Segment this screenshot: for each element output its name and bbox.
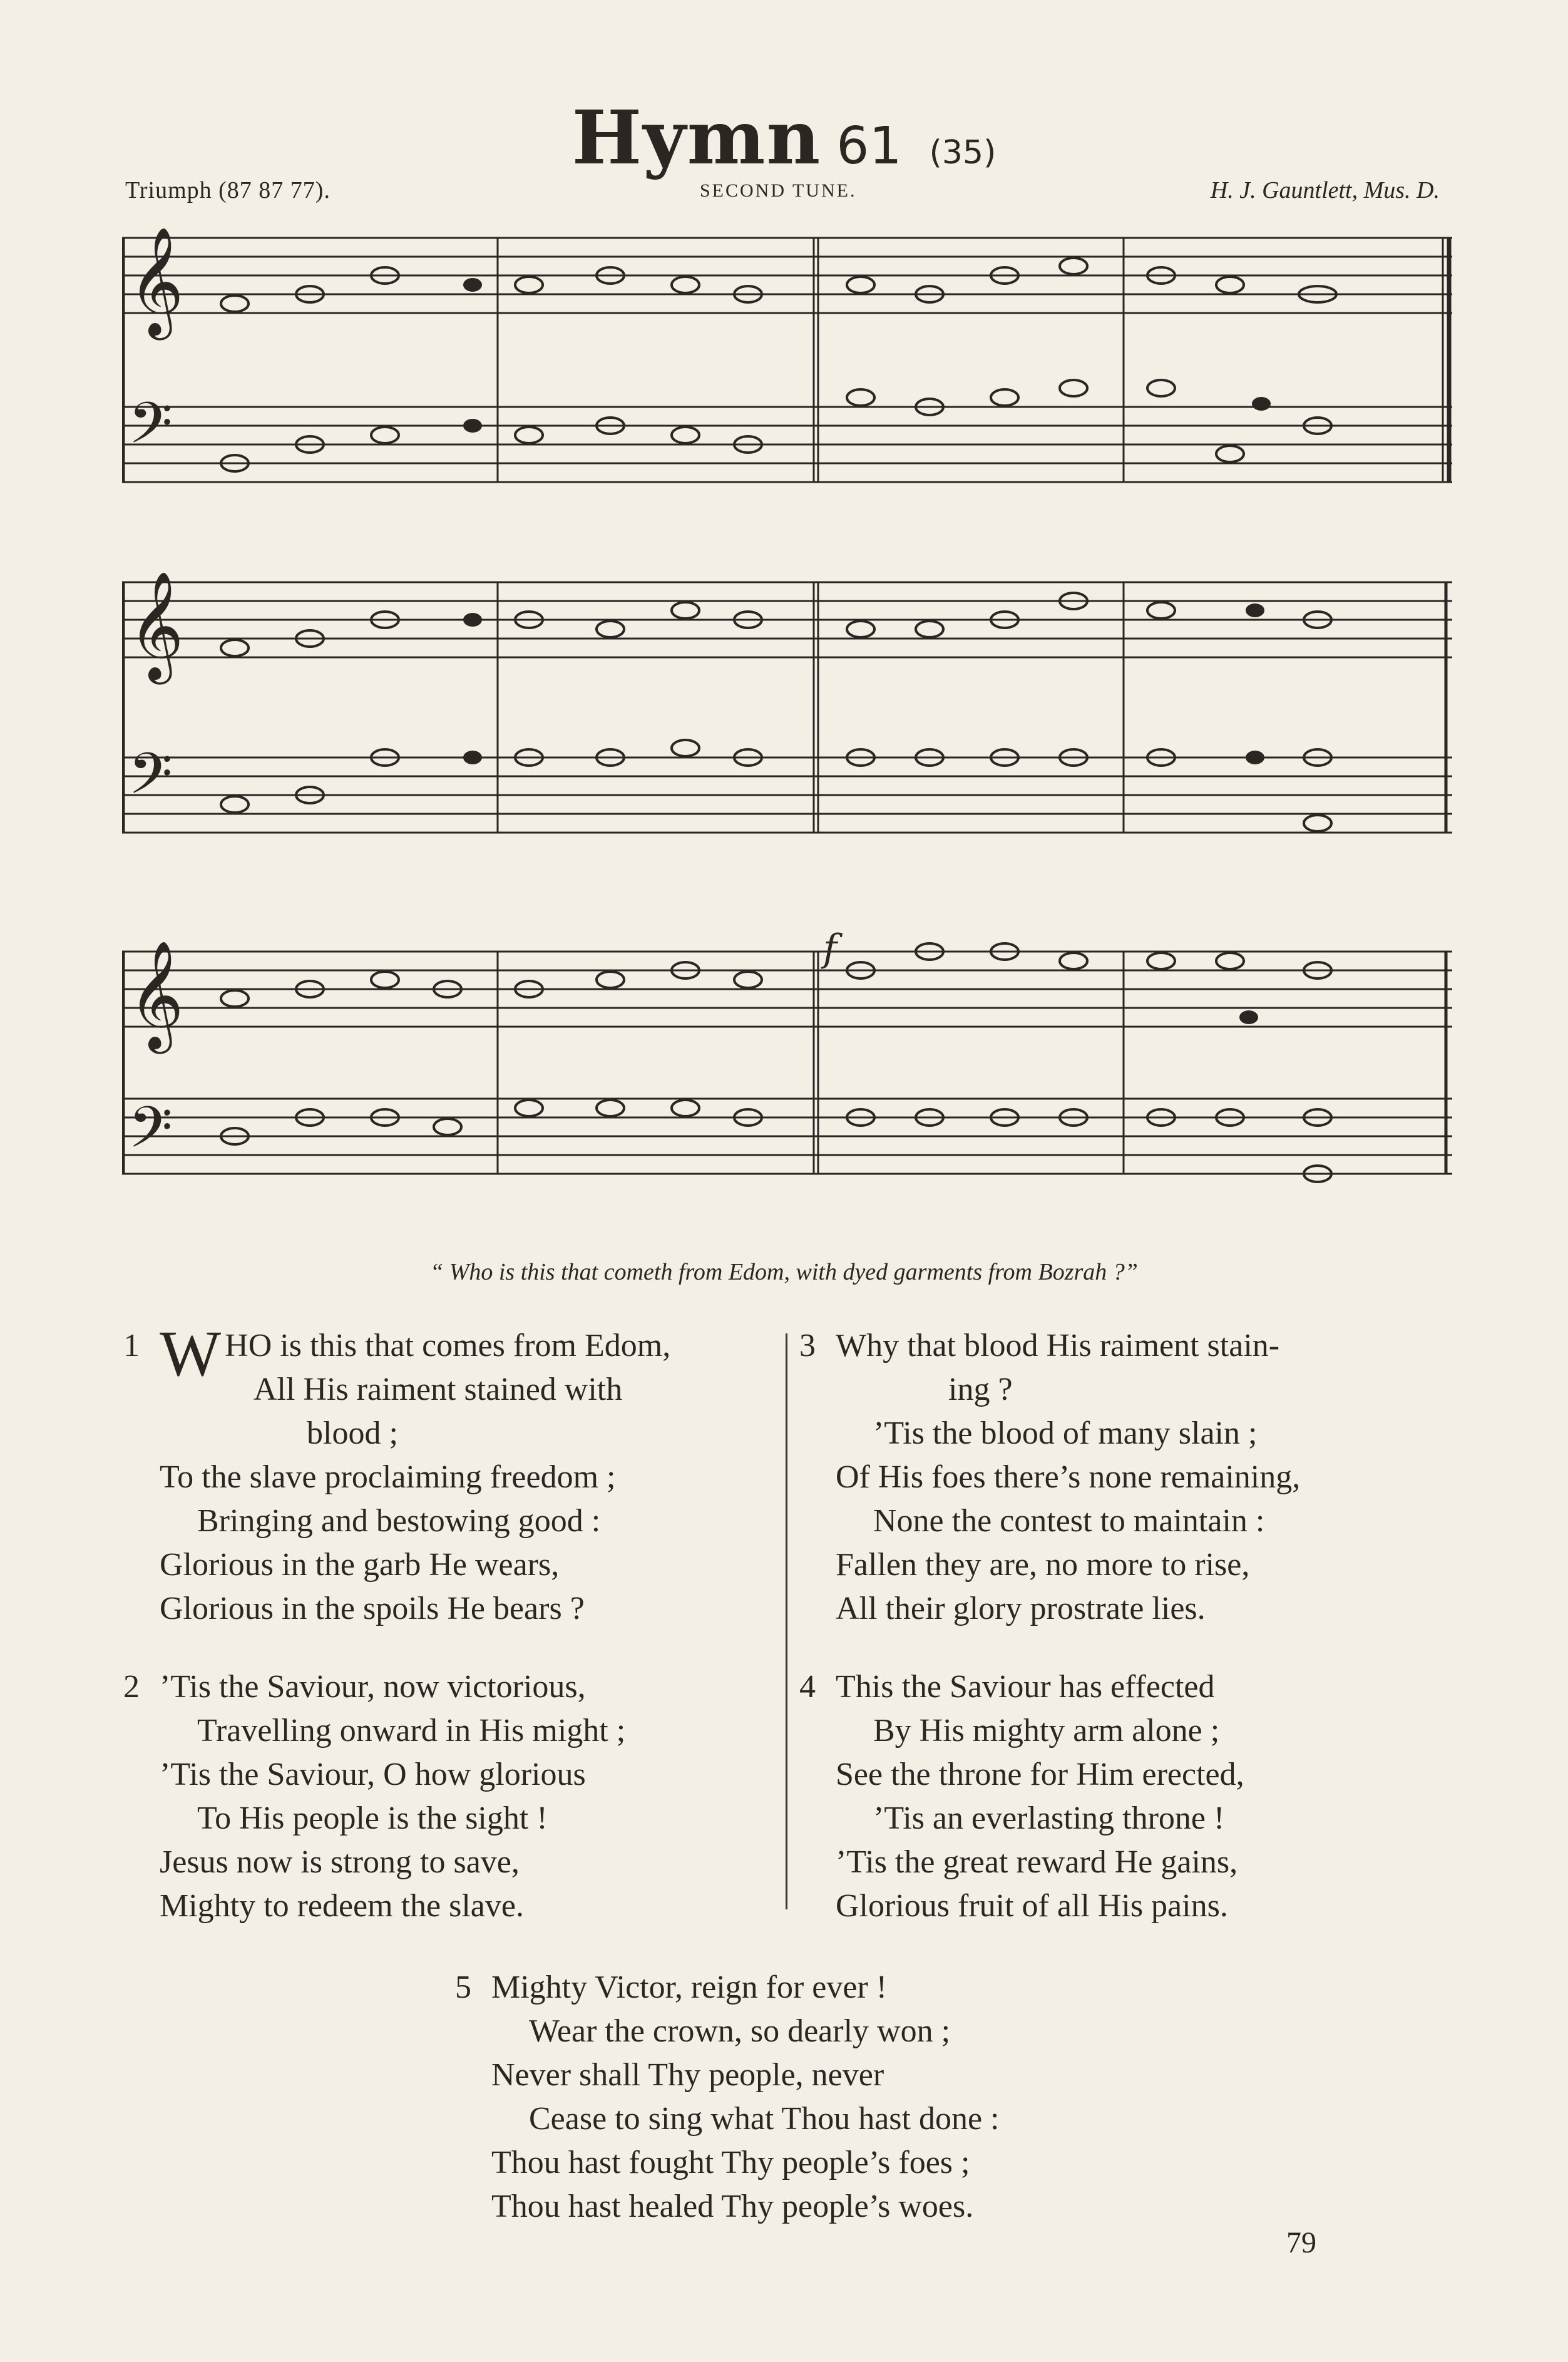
svg-text:𝄢: 𝄢 [128,741,173,821]
verse-line: ing ? [948,1372,1013,1407]
hymn-number: 61 [836,116,902,176]
drop-cap: W [160,1318,222,1390]
svg-text:𝄢: 𝄢 [128,1094,173,1174]
verse-line: Jesus now is strong to save, [160,1844,520,1880]
verse-line: To the slave proclaiming freedom ; [160,1459,616,1495]
verse-line: All their glory prostrate lies. [836,1591,1206,1626]
verse-line: Fallen they are, no more to rise, [836,1547,1250,1583]
verse-4 [799,1665,1244,1928]
verse-line: Glorious in the spoils He bears ? [160,1591,585,1626]
verse-line: Glorious fruit of all His pains. [836,1888,1228,1924]
verse-line: ’Tis an everlasting throne ! [873,1800,1225,1836]
verse-number: 5 [455,1969,471,2005]
verse-line: Thou hast healed Thy people’s woes. [491,2189,974,2224]
composer: H. J. Gauntlett, Mus. D. [1210,177,1440,203]
verse-line: To His people is the sight ! [197,1800,548,1836]
verse-1 [123,1318,671,1631]
verse-number: 3 [799,1328,816,1363]
verse-line: Why that blood His raiment stain- [836,1328,1280,1363]
verse-line: Never shall Thy people, never [491,2057,884,2093]
verse-line: Thou hast fought Thy people’s foes ; [491,2145,970,2180]
dynamic-forte: f [823,927,838,970]
tune-name: Triumph (87 87 77). [125,177,331,203]
verse-number: 4 [799,1669,816,1705]
verse-line: Bringing and bestowing good : [197,1503,601,1539]
svg-text:𝄞: 𝄞 [128,571,184,680]
column-divider [786,1333,787,1909]
verse-line: Mighty Victor, reign for ever ! [491,1969,888,2005]
hymn-title [0,94,1568,181]
verse-line: Mighty to redeem the slave. [160,1888,524,1924]
verse-line: ’Tis the blood of many slain ; [873,1415,1258,1451]
verse-line: See the throne for Him erected, [836,1757,1244,1792]
verse-line: This the Saviour has effected [836,1669,1215,1705]
verse-line: HO is this that comes from Edom, [225,1328,671,1363]
verse-line: Travelling onward in His might ; [197,1713,626,1748]
verse-5 [455,1966,1000,2229]
verse-line: Glorious in the garb He wears, [160,1547,560,1583]
verse-line: Cease to sing what Thou hast done : [529,2101,1000,2137]
verse-line: Wear the crown, so dearly won ; [529,2013,951,2049]
verse-line: Of His foes there’s none remaining, [836,1459,1301,1495]
svg-text:𝄢: 𝄢 [128,390,173,470]
verse-3 [799,1324,1301,1631]
svg-text:𝄞: 𝄞 [128,940,184,1049]
verse-number: 1 [123,1328,140,1363]
music-system-3 [122,911,1452,1211]
epigraph: “ Who is this that cometh from Edom, with dyed garments from Bozrah ?” [430,1259,1138,1285]
verse-number: 2 [123,1669,140,1705]
tune-note: SECOND TUNE. [700,180,857,201]
alt-number: (35) [929,134,997,172]
verse-line: None the contest to maintain : [873,1503,1265,1539]
hymn-word: Hymn [571,94,822,181]
music-system-2 [122,567,1452,861]
svg-text:𝄞: 𝄞 [128,227,184,336]
verse-line: By His mighty arm alone ; [873,1713,1220,1748]
page-number: 79 [1286,2226,1316,2259]
verse-2 [123,1665,626,1928]
verse-line: ’Tis the great reward He gains, [836,1844,1238,1880]
verse-line: All His raiment stained with [254,1372,623,1407]
verse-line: ’Tis the Saviour, now victorious, [160,1669,586,1705]
music-system-1 [122,222,1452,516]
verse-line: blood ; [307,1415,398,1451]
verse-line: ’Tis the Saviour, O how glorious [160,1757,586,1792]
